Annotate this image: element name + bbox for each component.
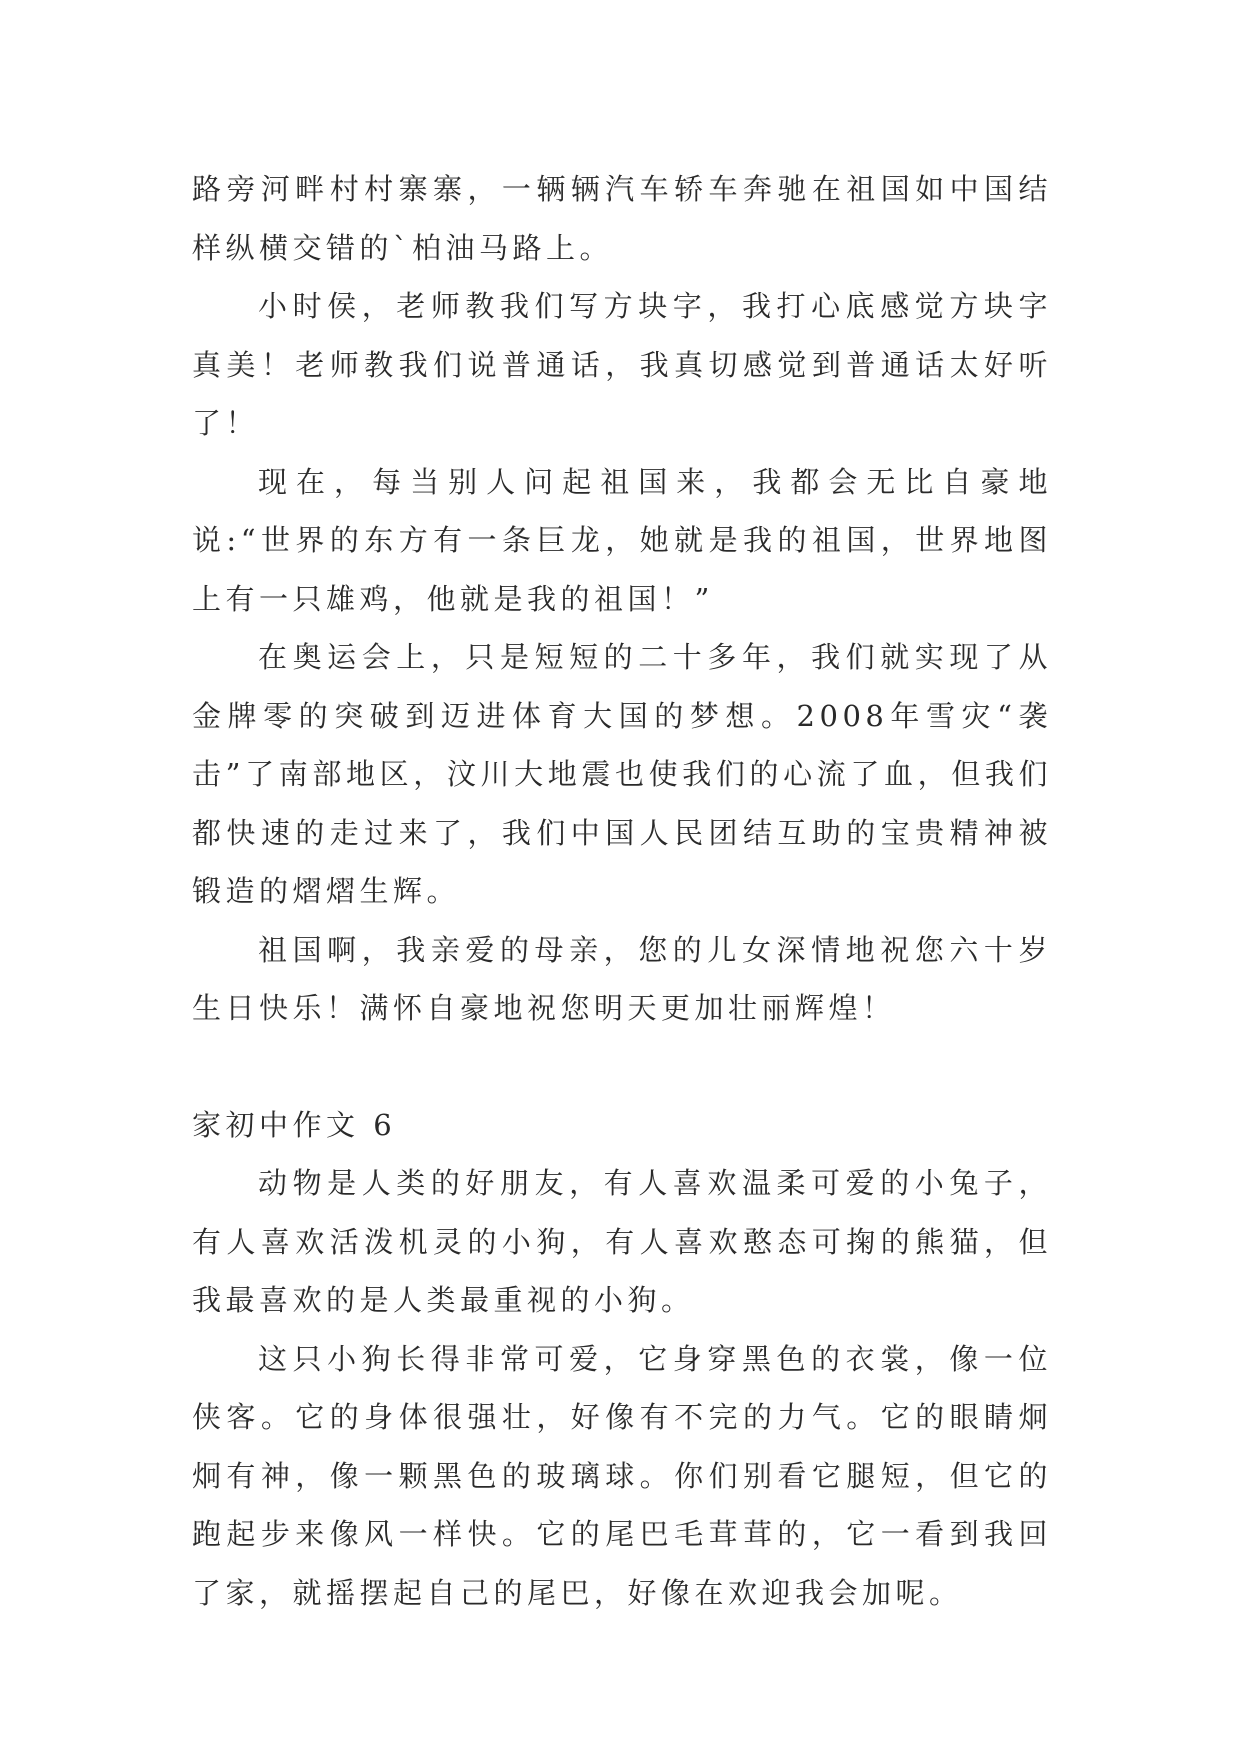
paragraph: 动物是人类的好朋友，有人喜欢温柔可爱的小兔子，有人喜欢活泼机灵的小狗，有人喜欢憨态可掬的熊猫，但我最喜欢的是人类最重视的小狗。: [192, 1166, 1052, 1317]
document-page: [192, 160, 1052, 1622]
paragraph: 这只小狗长得非常可爱，它身穿黑色的衣裳，像一位侠客。它的身体很强壮，好像有不完的力气。它的眼睛炯炯有神，像一颗黑色的玻璃球。你们别看它腿短，但它的跑起步来像风一样快。它的尾巴毛茸茸的，它一看到我回了家，就摇摆起自己的尾巴，好像在欢迎我会加呢。: [192, 1341, 1052, 1610]
paragraph-continued: 路旁河畔村村寨寨，一辆辆汽车轿车奔驰在祖国如中国结样纵横交错的`柏油马路上。: [192, 172, 1052, 265]
essay-title: 家初中作文 6: [192, 1107, 397, 1142]
paragraph: 现在，每当别人问起祖国来，我都会无比自豪地说:“世界的东方有一条巨龙，她就是我的祖国，世界地图上有一只雄鸡，他就是我的祖国！”: [192, 464, 1052, 616]
paragraph: 在奥运会上，只是短短的二十多年，我们就实现了从金牌零的突破到迈进体育大国的梦想。2008年雪灾“袭击”了南部地区，汶川大地震也使我们的心流了血，但我们都快速的走过来了，我们中国人民团结互助的宝贵精神被锻造的熠熠生辉。: [192, 640, 1052, 908]
section-spacer: [192, 1038, 1052, 1096]
paragraph: 祖国啊，我亲爱的母亲，您的儿女深情地祝您六十岁生日快乐！满怀自豪地祝您明天更加壮丽辉煌！: [192, 932, 1052, 1025]
paragraph: 小时侯，老师教我们写方块字，我打心底感觉方块字真美！老师教我们说普通话，我真切感觉到普通话太好听了！: [192, 289, 1052, 440]
